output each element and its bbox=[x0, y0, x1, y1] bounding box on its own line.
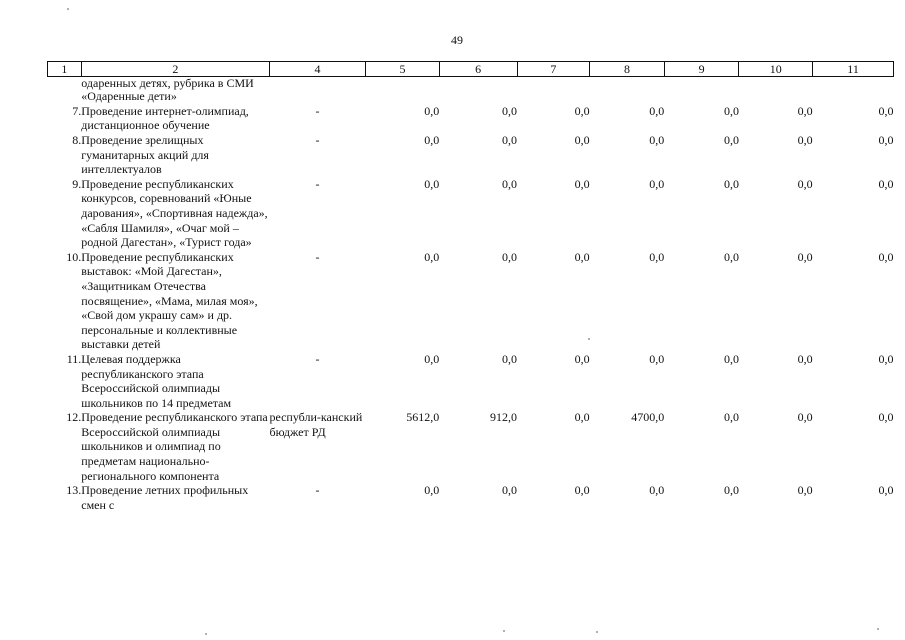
value-cell: 0,0 bbox=[878, 176, 894, 191]
value-cell: 0,0 bbox=[424, 103, 440, 118]
value-cell bbox=[813, 77, 894, 104]
funding-source: - bbox=[315, 249, 320, 264]
col-header: 5 bbox=[366, 62, 440, 77]
scan-speck bbox=[205, 633, 207, 635]
value-cell: 0,0 bbox=[649, 103, 665, 118]
value-cell: 0,0 bbox=[574, 176, 590, 191]
funding-source: республи-канский бюджет РД bbox=[269, 410, 363, 439]
value-cell: 0,0 bbox=[878, 351, 894, 366]
value-cell: 0,0 bbox=[723, 103, 739, 118]
value-cell: 0,0 bbox=[502, 133, 517, 147]
table-row bbox=[48, 483, 894, 512]
row-description: Проведение республиканских конкурсов, соревнований «Юные дарования», «Спортивная надежда», «Сабля Шамиля», «Очаг мой – родной Дагестан», «Турист года» bbox=[81, 176, 268, 250]
budget-table bbox=[47, 61, 894, 512]
table-row bbox=[48, 177, 894, 250]
value-cell: 0,0 bbox=[574, 410, 590, 425]
value-cell bbox=[739, 77, 813, 104]
value-cell: 0,0 bbox=[723, 351, 739, 366]
col-header: 9 bbox=[664, 62, 739, 77]
value-cell: 0,0 bbox=[649, 483, 665, 498]
value-cell: 0,0 bbox=[797, 176, 813, 191]
row-description: Проведение зрелищных гуманитарных акций для интеллектуалов bbox=[81, 133, 209, 177]
row-number bbox=[48, 77, 82, 104]
col-header: 6 bbox=[439, 62, 517, 77]
row-description: Проведение летних профильных смен с bbox=[81, 483, 249, 512]
value-cell: 0,0 bbox=[502, 103, 517, 118]
value-cell: 0,0 bbox=[649, 249, 665, 264]
row-description: Проведение республиканских выставок: «Мой Дагестан», «Защитникам Отечества посвящение», «Мама, милая моя», «Свой дом украшу сам» и др. персональные и коллективные выставки детей bbox=[81, 249, 258, 352]
page-number: 49 bbox=[451, 33, 463, 47]
value-cell: 0,0 bbox=[502, 483, 517, 498]
col-header: 11 bbox=[813, 62, 894, 77]
value-cell: 912,0 bbox=[490, 410, 517, 425]
col-header: 7 bbox=[517, 62, 590, 77]
value-cell: 0,0 bbox=[797, 133, 813, 147]
scan-speck bbox=[877, 628, 879, 630]
value-cell: 0,0 bbox=[574, 133, 590, 147]
value-cell: 0,0 bbox=[797, 249, 813, 264]
table-row bbox=[48, 352, 894, 410]
value-cell: 0,0 bbox=[502, 176, 517, 191]
value-cell: 0,0 bbox=[723, 483, 739, 498]
value-cell: 0,0 bbox=[797, 103, 813, 118]
col-header: 8 bbox=[590, 62, 665, 77]
table-row bbox=[48, 133, 894, 177]
value-cell: 0,0 bbox=[424, 249, 440, 264]
table-row bbox=[48, 104, 894, 133]
table-row bbox=[48, 250, 894, 352]
funding-source: - bbox=[315, 176, 320, 191]
row-number: 8. bbox=[72, 133, 82, 147]
value-cell: 0,0 bbox=[723, 249, 739, 264]
value-cell: 0,0 bbox=[502, 351, 517, 366]
col-header: 2 bbox=[81, 62, 269, 77]
value-cell: 0,0 bbox=[878, 410, 894, 425]
col-header: 4 bbox=[269, 62, 365, 77]
row-number: 7. bbox=[72, 103, 82, 118]
scan-speck bbox=[503, 630, 505, 632]
value-cell bbox=[366, 77, 440, 104]
scan-speck bbox=[596, 631, 598, 633]
funding-source: - bbox=[315, 103, 320, 118]
value-cell: 0,0 bbox=[878, 249, 894, 264]
scan-speck bbox=[67, 8, 69, 10]
value-cell: 0,0 bbox=[723, 176, 739, 191]
table-row bbox=[48, 410, 894, 483]
value-cell: 0,0 bbox=[649, 351, 665, 366]
value-cell: 0,0 bbox=[878, 103, 894, 118]
table-row bbox=[48, 77, 894, 104]
value-cell: 0,0 bbox=[574, 483, 590, 498]
value-cell: 0,0 bbox=[424, 351, 440, 366]
value-cell bbox=[590, 77, 665, 104]
value-cell: 0,0 bbox=[574, 351, 590, 366]
value-cell: 0,0 bbox=[424, 133, 440, 147]
row-number: 12. bbox=[66, 410, 82, 425]
value-cell bbox=[517, 77, 590, 104]
row-description: Целевая поддержка республиканского этапа Всероссийской олимпиады школьников по 14 предметам bbox=[81, 351, 232, 410]
value-cell: 5612,0 bbox=[406, 410, 440, 425]
column-number-header bbox=[48, 62, 894, 77]
value-cell: 0,0 bbox=[574, 249, 590, 264]
funding-source: - bbox=[315, 483, 320, 498]
value-cell: 0,0 bbox=[797, 410, 813, 425]
row-number: 13. bbox=[66, 483, 82, 498]
value-cell: 0,0 bbox=[424, 176, 440, 191]
col-header: 10 bbox=[739, 62, 813, 77]
value-cell: 0,0 bbox=[797, 483, 813, 498]
value-cell bbox=[439, 77, 517, 104]
value-cell: 0,0 bbox=[424, 483, 440, 498]
value-cell: 0,0 bbox=[723, 133, 739, 147]
value-cell: 0,0 bbox=[878, 133, 894, 147]
value-cell: 0,0 bbox=[878, 483, 894, 498]
funding-source bbox=[269, 77, 365, 104]
row-number: 11. bbox=[66, 351, 82, 366]
funding-source: - bbox=[315, 133, 320, 147]
value-cell: 0,0 bbox=[649, 176, 665, 191]
value-cell: 0,0 bbox=[649, 133, 665, 147]
row-number: 9. bbox=[72, 176, 82, 191]
value-cell: 4700,0 bbox=[631, 410, 665, 425]
value-cell bbox=[664, 77, 739, 104]
row-description: одаренных детях, рубрика в СМИ «Одаренные дети» bbox=[81, 76, 254, 104]
col-header: 1 bbox=[48, 62, 82, 77]
value-cell: 0,0 bbox=[723, 410, 739, 425]
row-description: Проведение интернет-олимпиад, дистанционное обучение bbox=[81, 103, 249, 133]
funding-source: - bbox=[315, 351, 320, 366]
value-cell: 0,0 bbox=[502, 249, 517, 264]
value-cell: 0,0 bbox=[574, 103, 590, 118]
row-description: Проведение республиканского этапа Всероссийской олимпиады школьников и олимпиад по предметам национально-регионального компонента bbox=[81, 410, 268, 483]
value-cell: 0,0 bbox=[797, 351, 813, 366]
row-number: 10. bbox=[66, 249, 82, 264]
